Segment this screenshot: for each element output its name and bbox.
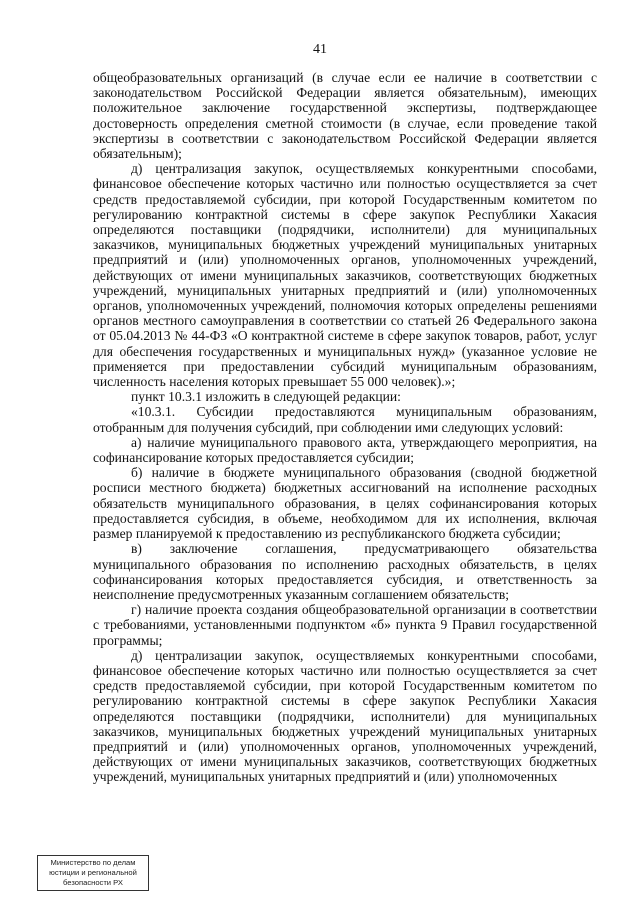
paragraph-item-a: а) наличие муниципального правового акта, утверждающего мероприятия, на софинансирование которых предоставляется субсидии; (93, 434, 597, 466)
paragraph-continuation: общеобразовательных организаций (в случае если ее наличие в соответствии с законодательством Российской Федерации является обязательным), имеющих положительное заключение государственной экспертизы, подтверждающее достоверность определения сметной стоимости (в случае, если проведение такой экспертизы в соответствии с законодательством Российской Федерации является обязательным); (93, 70, 597, 162)
stamp-line-1: Министерство по делам (50, 858, 136, 867)
paragraph-item-d-old: д) централизация закупок, осуществляемых конкурентными способами, финансовое обеспечение которых частично или полностью осуществляется за счет средств предоставляемой субсидии, при которой Государственным комитетом по регулированию контрактной системы в сфере закупок Республики Хакасия определяются поставщики (подрядчики, исполнители) для муниципальных заказчиков, муниципальных бюджетных учреждений муниципальных унитарных предприятий и (или) уполномоченных органов, уполномоченных учреждений, действующих от имени муниципальных заказчиков, соответствующих бюджетных учреждений, муниципальных унитарных предприятий и (или) уполномоченных органов, уполномоченных учреждений, полномочия которых определены решениями органов местного самоуправления в соответствии со статьей 26 Федерального закона от 05.04.2013 № 44-ФЗ «О контрактной системе в сфере закупок товаров, работ, услуг для обеспечения государственных и муниципальных нужд» (указанное условие не применяется при предоставлении субсидий муниципальным образованиям, численность населения которых превышает 55 000 человек).»; (93, 161, 597, 390)
paragraph-amendment-intro: пункт 10.3.1 изложить в следующей редакции: (131, 389, 401, 405)
paragraph-item-g: г) наличие проекта создания общеобразовательной организации в соответствии с требованиями, установленными подпунктом «б» пункта 9 Правил государственной программы; (93, 602, 597, 648)
stamp-line-3: безопасности РХ (63, 878, 123, 887)
stamp-line-2: юстиции и региональной (49, 868, 137, 877)
paragraph-item-v: в) заключение соглашения, предусматривающего обязательства муниципального образования по исполнению расходных обязательств, в целях софинансирования которых предоставляется субсидия, и ответственность за неисполнение предусмотренных указанным соглашением обязательств; (93, 541, 597, 602)
paragraph-item-b: б) наличие в бюджете муниципального образования (сводной бюджетной росписи местного бюджета) бюджетных ассигнований на исполнение расходных обязательств муниципального образования, в целях софинансирования которых предоставляется субсидия, в объеме, необходимом для их исполнения, включая размер планируемой к предоставлению из республиканского бюджета субсидии; (93, 465, 597, 542)
paragraph-10-3-1: «10.3.1. Субсидии предоставляются муниципальным образованиям, отобранным для получения субсидий, при соблюдении ими следующих условий: (93, 404, 597, 435)
paragraph-item-d-new: д) централизации закупок, осуществляемых конкурентными способами, финансовое обеспечение которых частично или полностью осуществляется за счет средств предоставляемой субсидии, при которой Государственным комитетом по регулированию контрактной системы в сфере закупок Республики Хакасия определяются поставщики (подрядчики, исполнители) для муниципальных заказчиков, муниципальных бюджетных учреждений муниципальных унитарных предприятий и (или) уполномоченных органов, уполномоченных учреждений, действующих от имени муниципальных заказчиков, соответствующих бюджетных учреждений, муниципальных унитарных предприятий и (или) уполномоченных (93, 647, 597, 785)
ministry-stamp (37, 855, 149, 891)
page-number: 41 (313, 42, 327, 57)
document-body (93, 70, 597, 785)
